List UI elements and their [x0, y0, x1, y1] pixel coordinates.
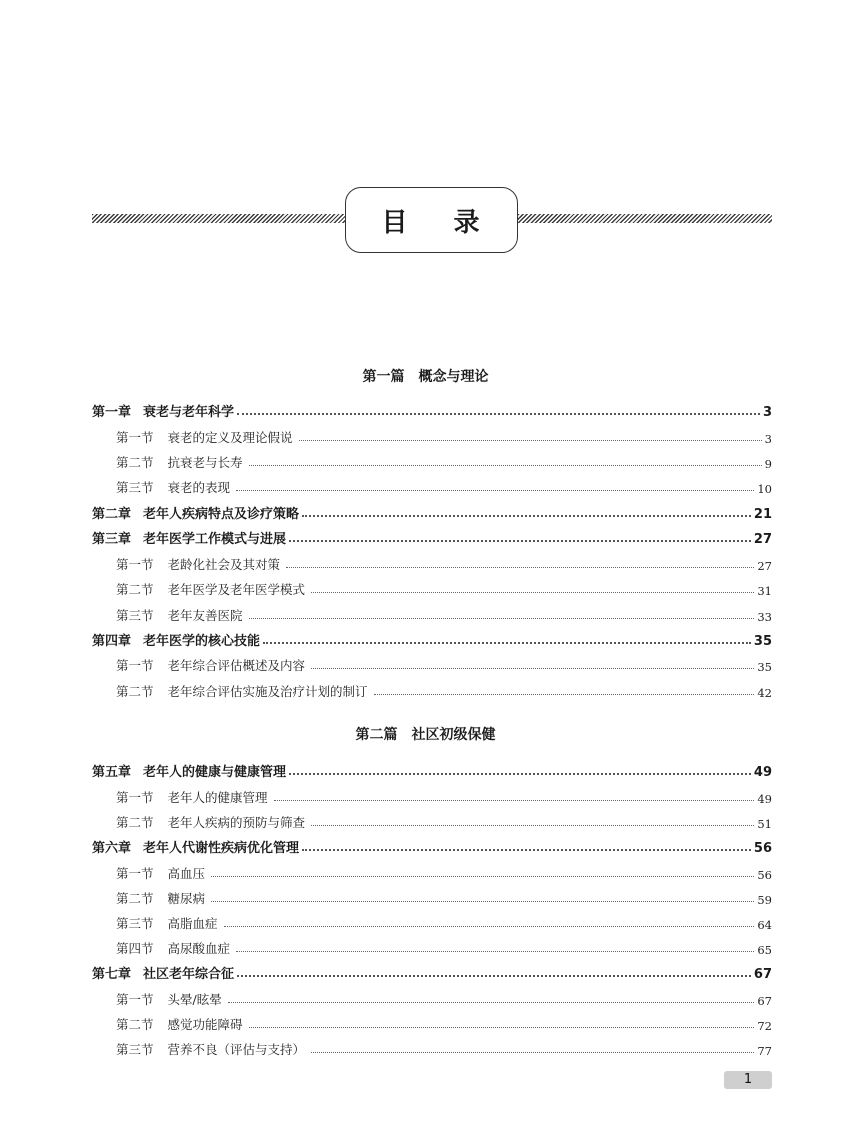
entry-title: 抗衰老与长寿: [167, 455, 243, 470]
entry-title: 高尿酸血症: [167, 941, 231, 956]
entry-page: 27: [757, 559, 772, 573]
entry-number: 第一节: [116, 557, 154, 572]
entry-title: 老年综合评估实施及治疗计划的制订: [167, 684, 368, 699]
toc-chapter-entry[interactable]: [92, 760, 772, 780]
part-label: 第二篇: [355, 727, 398, 743]
entry-number: 第七章: [92, 967, 132, 982]
dot-leader: [374, 694, 755, 695]
toc-chapter-entry[interactable]: [92, 527, 772, 547]
entry-title: 衰老与老年科学: [143, 405, 235, 420]
toc-section-entry[interactable]: [116, 476, 772, 496]
dot-leader: [289, 540, 751, 542]
entry-number: 第三节: [116, 608, 154, 623]
toc-chapter-entry[interactable]: [92, 836, 772, 856]
entry-title: 老年人的健康管理: [167, 790, 268, 805]
entry-page: 59: [757, 893, 772, 907]
entry-page: 67: [753, 967, 772, 982]
part-title: 概念与理论: [418, 369, 489, 385]
toc-section-entry[interactable]: [116, 578, 772, 598]
entry-title: 老年综合评估概述及内容: [167, 658, 306, 673]
toc-section-entry[interactable]: [116, 887, 772, 907]
toc-chapter-entry[interactable]: [92, 629, 772, 649]
entry-number: 第二节: [116, 684, 154, 699]
entry-page: 9: [764, 457, 772, 471]
entry-title: 衰老的定义及理论假说: [167, 430, 293, 445]
entry-page: 67: [757, 994, 772, 1008]
entry-number: 第一节: [116, 866, 154, 881]
entry-page: 35: [753, 634, 772, 649]
entry-page: 42: [757, 686, 772, 700]
toc-section-entry[interactable]: [116, 553, 772, 573]
dot-leader: [249, 465, 762, 466]
dot-leader: [228, 1002, 755, 1003]
toc-section-entry[interactable]: [116, 937, 772, 957]
page-title: [345, 187, 518, 253]
entry-title: 老年人的健康与健康管理: [143, 765, 287, 780]
header-rule-left: [92, 214, 346, 223]
toc-section-entry[interactable]: [116, 811, 772, 831]
entry-title: 高脂血症: [167, 916, 218, 931]
part-title: 社区初级保健: [411, 727, 496, 743]
dot-leader: [311, 1052, 754, 1053]
entry-number: 第一节: [116, 790, 154, 805]
dot-leader: [249, 618, 755, 619]
toc-section-entry[interactable]: [116, 862, 772, 882]
part-heading-2: [0, 724, 851, 744]
entry-page: 77: [757, 1044, 772, 1058]
dot-leader: [286, 567, 754, 568]
entry-title: 老年人疾病特点及诊疗策略: [143, 507, 300, 522]
entry-number: 第二章: [92, 507, 132, 522]
entry-number: 第二节: [116, 891, 154, 906]
entry-page: 27: [753, 532, 772, 547]
title-char-2: 录: [453, 207, 482, 238]
entry-number: 第二节: [116, 455, 154, 470]
dot-leader: [263, 642, 751, 644]
entry-number: 第一节: [116, 430, 154, 445]
entry-page: 56: [757, 868, 772, 882]
entry-title: 老年友善医院: [167, 608, 243, 623]
toc-section-entry[interactable]: [116, 1013, 772, 1033]
dot-leader: [311, 592, 754, 593]
toc-section-entry[interactable]: [116, 604, 772, 624]
entry-page: 51: [757, 817, 772, 831]
dot-leader: [237, 413, 760, 415]
entry-number: 第三章: [92, 532, 132, 547]
entry-number: 第三节: [116, 1042, 154, 1057]
entry-title: 老年人疾病的预防与筛查: [167, 815, 306, 830]
entry-title: 老年人代谢性疾病优化管理: [143, 841, 300, 856]
entry-title: 营养不良（评估与支持）: [167, 1042, 306, 1057]
entry-number: 第四节: [116, 941, 154, 956]
entry-title: 老年医学工作模式与进展: [143, 532, 287, 547]
dot-leader: [289, 773, 751, 775]
dot-leader: [302, 515, 751, 517]
toc-chapter-entry[interactable]: [92, 400, 772, 420]
entry-title: 社区老年综合征: [143, 967, 235, 982]
page-number: 1: [724, 1071, 772, 1089]
toc-section-entry[interactable]: [116, 426, 772, 446]
entry-title: 感觉功能障碍: [167, 1017, 243, 1032]
toc-section-entry[interactable]: [116, 912, 772, 932]
toc-chapter-entry[interactable]: [92, 962, 772, 982]
entry-title: 老龄化社会及其对策: [167, 557, 281, 572]
title-char-1: 目: [381, 207, 410, 238]
dot-leader: [274, 800, 755, 801]
toc-section-entry[interactable]: [116, 654, 772, 674]
entry-title: 老年医学及老年医学模式: [167, 582, 306, 597]
toc-chapter-entry[interactable]: [92, 502, 772, 522]
entry-page: 3: [762, 405, 772, 420]
entry-page: 65: [757, 943, 772, 957]
entry-number: 第一章: [92, 405, 132, 420]
toc-section-entry[interactable]: [116, 680, 772, 700]
dot-leader: [311, 825, 754, 826]
entry-page: 33: [757, 610, 772, 624]
toc-section-entry[interactable]: [116, 1038, 772, 1058]
entry-number: 第四章: [92, 634, 132, 649]
dot-leader: [236, 951, 754, 952]
entry-number: 第一节: [116, 658, 154, 673]
toc-section-entry[interactable]: [116, 786, 772, 806]
entry-title: 糖尿病: [167, 891, 206, 906]
dot-leader: [211, 876, 754, 877]
entry-title: 高血压: [167, 866, 206, 881]
dot-leader: [249, 1027, 755, 1028]
entry-page: 64: [757, 918, 772, 932]
header-rule-right: [518, 214, 772, 223]
entry-page: 3: [764, 432, 772, 446]
entry-page: 31: [757, 584, 772, 598]
entry-number: 第六章: [92, 841, 132, 856]
dot-leader: [224, 926, 755, 927]
entry-title: 衰老的表现: [167, 480, 231, 495]
part-heading-1: [0, 366, 851, 386]
dot-leader: [299, 440, 762, 441]
entry-number: 第二节: [116, 1017, 154, 1032]
toc-section-entry[interactable]: [116, 988, 772, 1008]
dot-leader: [236, 490, 754, 491]
entry-number: 第二节: [116, 815, 154, 830]
part-label: 第一篇: [362, 369, 405, 385]
entry-page: 72: [757, 1019, 772, 1033]
entry-number: 第二节: [116, 582, 154, 597]
dot-leader: [237, 975, 751, 977]
entry-number: 第五章: [92, 765, 132, 780]
entry-page: 21: [753, 507, 772, 522]
dot-leader: [311, 668, 754, 669]
entry-page: 35: [757, 660, 772, 674]
toc-section-entry[interactable]: [116, 451, 772, 471]
entry-page: 56: [753, 841, 772, 856]
entry-title: 头晕/眩晕: [167, 992, 222, 1007]
entry-page: 49: [757, 792, 772, 806]
entry-number: 第三节: [116, 480, 154, 495]
dot-leader: [211, 901, 754, 902]
entry-page: 10: [757, 482, 772, 496]
entry-page: 49: [753, 765, 772, 780]
entry-number: 第一节: [116, 992, 154, 1007]
dot-leader: [302, 849, 751, 851]
entry-number: 第三节: [116, 916, 154, 931]
entry-title: 老年医学的核心技能: [143, 634, 261, 649]
